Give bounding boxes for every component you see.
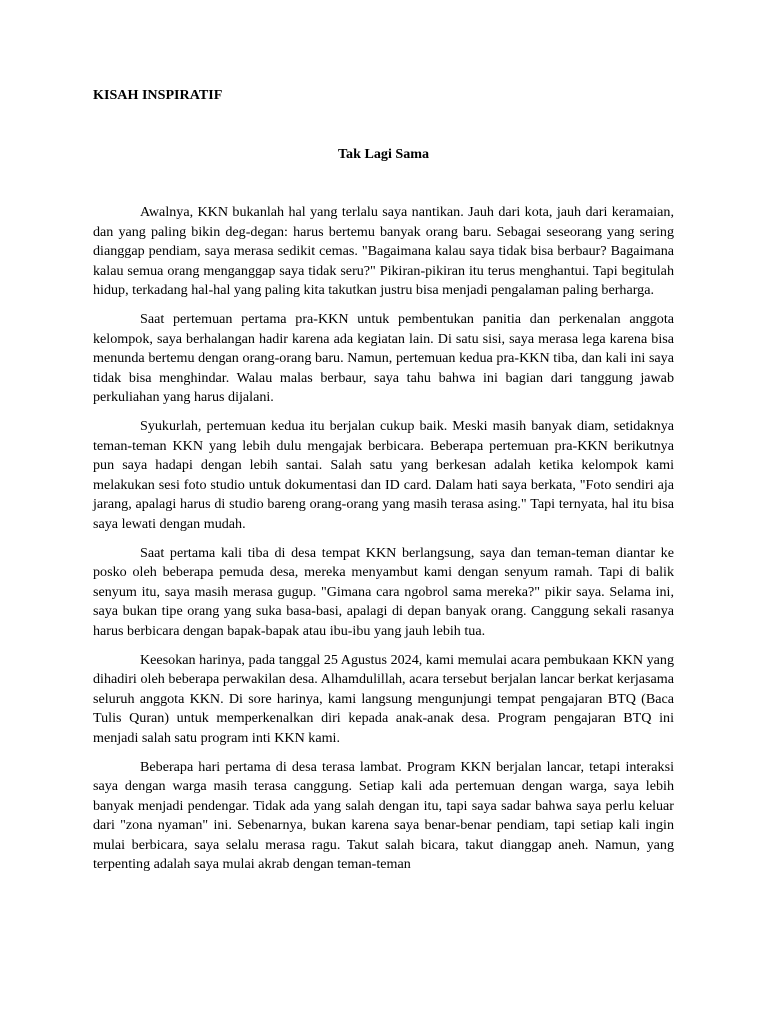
section-label: KISAH INSPIRATIF [93,87,223,103]
paragraph: Beberapa hari pertama di desa terasa lambat. Program KKN berjalan lancar, tetapi interaksi saya dengan warga masih terasa canggung. Setiap kali ada pertemuan dengan warga, saya lebih banyak menjadi pendengar. Tidak ada yang salah dengan itu, tapi saya sadar bahwa saya perlu keluar dari "zona nyaman" ini. Sebenarnya, bukan karena saya benar-benar pendiam, tapi setiap kali ingin mulai berbicara, saya selalu merasa ragu. Takut salah bicara, takut dianggap aneh. Namun, yang terpenting adalah saya mulai akrab dengan teman-teman [93,758,674,872]
paragraph: Awalnya, KKN bukanlah hal yang terlalu saya nantikan. Jauh dari kota, jauh dari keramaian, dan yang paling bikin deg-degan: harus bertemu banyak orang baru. Sebagai seseorang yang sering dianggap pendiam, saya merasa sedikit cemas. "Bagaimana kalau saya tidak bisa berbaur? Bagaimana kalau semua orang menganggap saya tidak seru?" Pikiran-pikiran itu terus menghantui. Tapi begitulah hidup, terkadang hal-hal yang paling kita takutkan justru bisa menjadi pengalaman paling berharga. [93,204,674,298]
story-body [93,203,674,884]
paragraph: Saat pertemuan pertama pra-KKN untuk pembentukan panitia dan perkenalan anggota kelompok, saya berhalangan hadir karena ada kegiatan lain. Di satu sisi, saya merasa lega karena bisa menunda bertemu dengan orang-orang baru. Namun, pertemuan kedua pra-KKN tiba, dan kali ini saya tidak bisa menghindar. Walau malas berbaur, saya tahu bahwa ini bagian dari tanggung jawab perkuliahan yang harus dijalani. [93,311,674,405]
paragraph: Syukurlah, pertemuan kedua itu berjalan cukup baik. Meski masih banyak diam, setidaknya teman-teman KKN yang lebih dulu mengajak berbicara. Beberapa pertemuan pra-KKN berikutnya pun saya hadapi dengan lebih santai. Salah satu yang berkesan adalah ketika kelompok kami melakukan sesi foto studio untuk dokumentasi dan ID card. Dalam hati saya berkata, "Foto sendiri aja jarang, apalagi harus di studio bareng orang-orang yang masih terasa asing." Tapi ternyata, hal itu bisa saya lewati dengan mudah. [93,418,674,532]
story-title: Tak Lagi Sama [337,146,430,162]
paragraph: Saat pertama kali tiba di desa tempat KKN berlangsung, saya dan teman-teman diantar ke posko oleh beberapa pemuda desa, mereka menyambut kami dengan senyum ramah. Tapi di balik senyum itu, saya masih merasa gugup. "Gimana cara ngobrol sama mereka?" pikir saya. Selama ini, saya bukan tipe orang yang suka basa-basi, apalagi di depan banyak orang. Canggung sekali rasanya harus berbicara dengan bapak-bapak atau ibu-ibu yang jauh lebih tua. [93,544,674,639]
paragraph: Keesokan harinya, pada tanggal 25 Agustus 2024, kami memulai acara pembukaan KKN yang dihadiri oleh beberapa perwakilan desa. Alhamdulillah, acara tersebut berjalan lancar berkat kerjasama seluruh anggota KKN. Di sore harinya, kami langsung mengunjungi tempat pengajaran BTQ (Baca Tulis Quran) untuk memperkenalkan diri kepada anak-anak desa. Program pengajaran BTQ ini menjadi salah satu program inti KKN kami. [93,651,674,746]
